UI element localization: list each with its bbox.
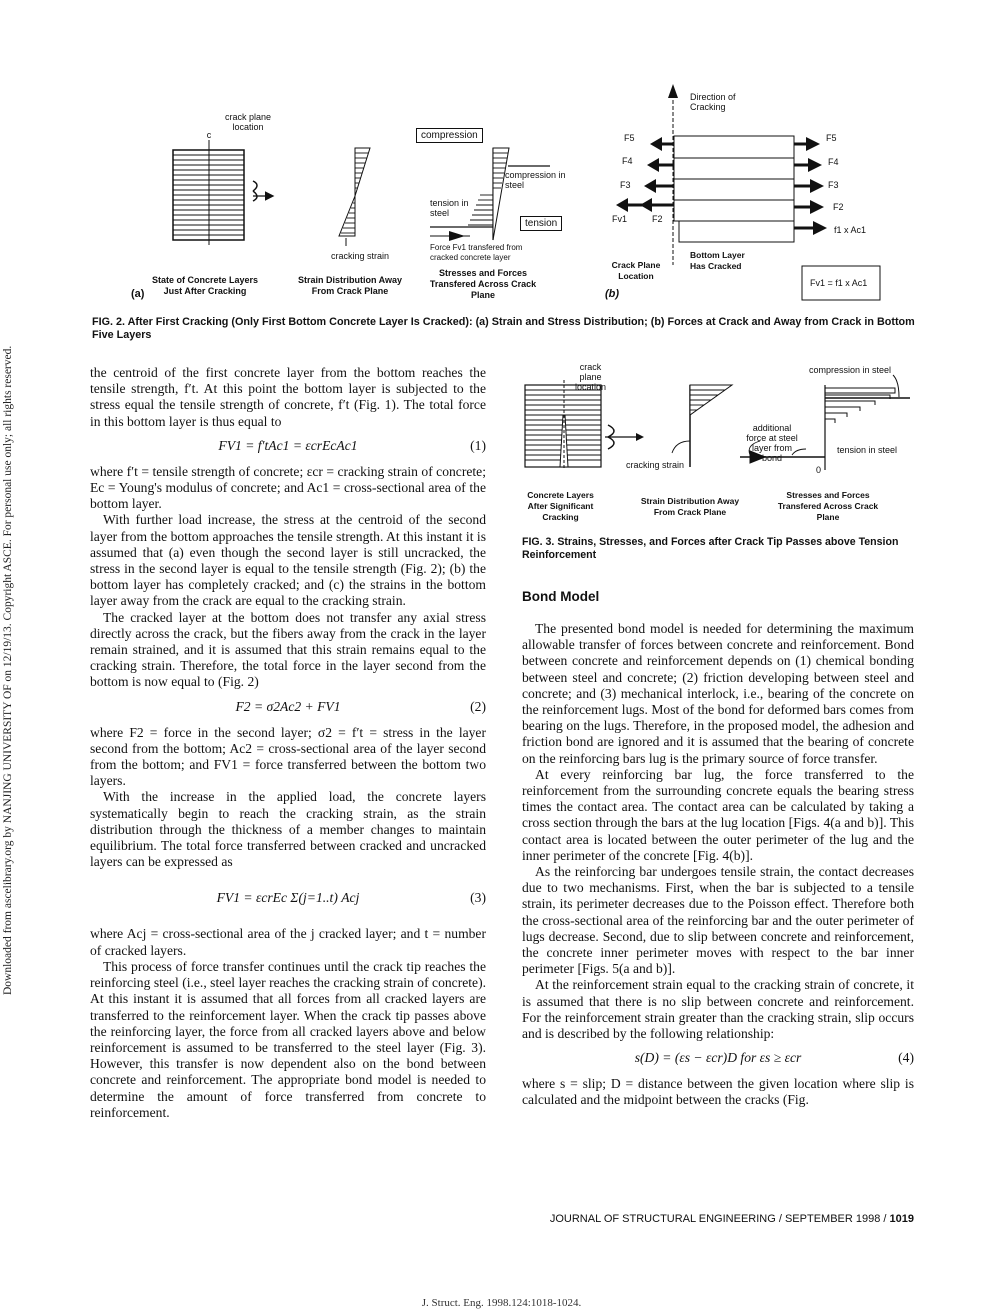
right-force-f1ac1: f1 x Ac1 xyxy=(834,225,867,235)
fig3-subcaption-1: Concrete Layers After Significant Cracking xyxy=(527,490,594,522)
fig3-tension-steel-label: tension in steel xyxy=(837,445,898,455)
paragraph: At the reinforcement strain equal to the cracking strain of concrete, it is assumed that there is no slip between concrete and reinforcement. For the reinforcement strain greater than the cracking strain, slip occurs and is described by the following relationship: xyxy=(522,977,914,1042)
paragraph: This process of force transfer continues until the crack tip reaches the reinforcing steel (i.e., steel layer reaches the cracking strain of concrete). At this instant it is assumed that all forces from all cracked layers are transferred to the reinforcement layer. When the crack tip passes above the reinforcing layer, the force from all cracked layers above and below reinforcement is assumed to be transferred to the steel layer (Fig. 3). However, this transfer is now dependent also on the bond between concrete and reinforcement. The appropriate bond model is needed to determine the amount of force transferred from concrete to reinforcement. xyxy=(90,958,486,1120)
right-force-f2: F2 xyxy=(833,202,844,212)
right-force-f4: F4 xyxy=(828,157,839,167)
left-force-fv1: Fv1 xyxy=(612,214,628,224)
crack-plane-location-label: Crack Plane Location xyxy=(611,260,661,281)
paragraph: The presented bond model is needed for determining the maximum allowable transfer of forces between concrete and reinforcement. Bond between concrete and reinforcement depends on (1) chemical bonding between steel and concrete; (2) friction developing between steel and concrete; and (3) mechanical interlock, i.e., bearing of the concrete on the reinforcement lugs. Most of the bond for deformed bars comes from bearing on the lugs. Therefore, in the proposed model, the adhesion and friction bond are ignored and it is assumed that the bearing of concrete on the reinforcing bars lug is the primary source of force transfer. xyxy=(522,621,914,766)
equation-1 xyxy=(90,430,486,464)
direction-of-cracking-label: Direction of Cracking xyxy=(690,92,736,112)
fig3-additional-force-label: additional force at steel layer from bond xyxy=(746,423,798,463)
figure-2 xyxy=(0,0,1003,340)
fig3-cracking-strain-label: cracking strain xyxy=(625,460,685,470)
fig3-zero-label: 0 xyxy=(816,465,822,475)
paragraph: With further load increase, the stress at the centroid of the second layer from the bottom approaches the tensile strength. At this instant it is assumed that (a) even though the second layer is still uncracked, the stress in the second layer is equal to the tensile strength (Fig. 2); (b) the bottom layer has completely cracked; and (c) the strains in the bottom layer away from the crack are equal to the cracking strain. xyxy=(90,512,486,609)
equation-4-expr: s(D) = (εs − εcr)D for εs ≥ εcr xyxy=(634,1050,802,1066)
bottom-layer-label: Bottom Layer Has Cracked xyxy=(690,250,745,271)
equation-2-number: (2) xyxy=(470,698,486,714)
download-notice: Downloaded from ascelibrary.org by NANJING UNIVERSITY OF on 12/19/13. Copyright ASCE. For personal use only; all rights reserved. xyxy=(2,345,14,995)
cracking-strain-label: cracking strain xyxy=(330,251,390,261)
left-force-f3: F3 xyxy=(620,180,631,190)
compression-steel-label: compression in steel xyxy=(505,170,566,190)
force-note: Force Fv1 transfered from cracked concrete layer xyxy=(430,243,523,262)
section-heading-bond-model: Bond Model xyxy=(522,589,600,604)
right-column xyxy=(522,621,914,1109)
paragraph: where s = slip; D = distance between the given location where slip is calculated and the midpoint between the cracks (Fig. xyxy=(522,1076,914,1108)
paragraph: where f′t = tensile strength of concrete; εcr = cracking strain of concrete; Ec = Young's modulus of concrete; and Ac1 = cross-sectional area of the bottom layer. xyxy=(90,463,486,512)
left-force-f4: F4 xyxy=(622,156,633,166)
equation-4 xyxy=(522,1042,914,1076)
equation-1-expr: FV1 = f′tAc1 = εcrEcAc1 xyxy=(218,437,358,453)
left-force-f2: F2 xyxy=(652,214,663,224)
stress-caption: Stresses and Forces Transfered Across Crack Plane xyxy=(429,268,537,300)
paragraph: At every reinforcing bar lug, the force transferred to the reinforcement from the surrounding concrete equals the bearing stress times the contact area. The contact area can be calculated by taking a cross section through the bars at the lug location [Figs. 4(a and b)]. This contact area is located between the outer perimeter of the lug and the inner perimeter of the concrete [Fig. 4(b)]. xyxy=(522,766,914,863)
panel-a-label: (a) xyxy=(131,288,145,300)
paragraph: As the reinforcing bar undergoes tensile strain, the contact decreases due to two mechanisms. First, when the bar is subjected to a tensile strain, its perimeter decreases due to the Poisson effect. Therefore both the cross-sectional area of the reinforcing bar and the outer perimeter of lugs decrease. Second, due to slip between concrete and reinforcement, the concrete inner perimeter moves with respect to the bar inner perimeter [Figs. 5(a and b)]. xyxy=(522,864,914,977)
crack-plane-label: crack plane location xyxy=(224,112,272,132)
right-force-f3: F3 xyxy=(828,180,839,190)
strain-distribution-diagram xyxy=(339,148,370,246)
equation-2 xyxy=(90,691,486,725)
concrete-layers-block xyxy=(173,140,244,245)
equation-3-number: (3) xyxy=(470,890,486,906)
journal-footer xyxy=(498,1213,914,1225)
paragraph: With the increase in the applied load, the concrete layers systematically begin to reach the cracking strain, as the strain distribution through the thickness of a member changes to maintain equilibrium. The total force transferred between cracked and uncracked layers can be expressed as xyxy=(90,789,486,870)
right-force-f5: F5 xyxy=(826,133,837,143)
left-force-f5: F5 xyxy=(624,133,635,143)
journal-name: JOURNAL OF STRUCTURAL ENGINEERING / SEPTEMBER 1998 / xyxy=(549,1213,890,1225)
equation-2-expr: F2 = σ2Ac2 + FV1 xyxy=(235,698,341,714)
equation-box-text: Fv1 = f1 x Ac1 xyxy=(810,278,868,288)
left-column xyxy=(90,365,486,1121)
panel-b-label: (b) xyxy=(605,288,620,300)
paragraph: The cracked layer at the bottom does not transfer any axial stress directly across the crack, but the fibers away from the crack in the layer remain strained, and it is assumed that this strain remains equal to the cracking strain. Therefore, the total force in the layer second from the bottom is now equal to (Fig. 2) xyxy=(90,609,486,690)
figure-2-caption: FIG. 2. After First Cracking (Only First Bottom Concrete Layer Is Cracked): (a) Strain and Stress Distribution; (b) Forces at Crack and Away from Crack in Bottom Five Layers xyxy=(92,316,915,341)
figure-2-graphics xyxy=(0,0,1003,310)
fig3-crack-plane-label: crack plane location xyxy=(574,362,607,392)
equation-4-number: (4) xyxy=(898,1050,914,1066)
layers-caption: State of Concrete Layers Just After Cracking xyxy=(151,275,259,296)
equation-3 xyxy=(90,870,486,926)
tension-box: tension xyxy=(520,216,562,231)
compression-box: compression xyxy=(416,128,483,143)
fig3-compression-steel-label: compression in steel xyxy=(808,365,892,375)
fig3-subcaption-2: Strain Distribution Away From Crack Plane xyxy=(640,496,740,517)
paragraph: the centroid of the first concrete layer from the bottom reaches the tensile strength, f′t. At this point the bottom layer is subjected to the stress equal the tensile strength of concrete, f′t (Fig. 1). The total force in this bottom layer is thus equal to xyxy=(90,365,486,429)
equation-1-number: (1) xyxy=(470,437,486,453)
citation: J. Struct. Eng. 1998.124:1018-1024. xyxy=(421,1297,582,1309)
figure-3 xyxy=(510,355,930,570)
paragraph: where Acj = cross-sectional area of the j cracked layer; and t = number of cracked layers. xyxy=(90,926,486,958)
page-number: 1019 xyxy=(889,1213,914,1225)
fig3-subcaption-3: Stresses and Forces Transfered Across Crack Plane xyxy=(777,490,879,522)
equation-3-expr: FV1 = εcrEc Σ(j=1..t) Acj xyxy=(216,890,360,906)
c-label: c xyxy=(206,130,212,140)
figure-3-caption: FIG. 3. Strains, Stresses, and Forces after Crack Tip Passes above Tension Reinforcement xyxy=(522,536,899,561)
paragraph: where F2 = force in the second layer; σ2 = f′t = stress in the layer second from the bottom; Ac2 = cross-sectional area of the layer second from the bottom; and FV1 = force transferred between the bottom two layers. xyxy=(90,724,486,789)
strain-caption: Strain Distribution Away From Crack Plane xyxy=(297,275,402,296)
tension-steel-label: tension in steel xyxy=(430,198,469,218)
